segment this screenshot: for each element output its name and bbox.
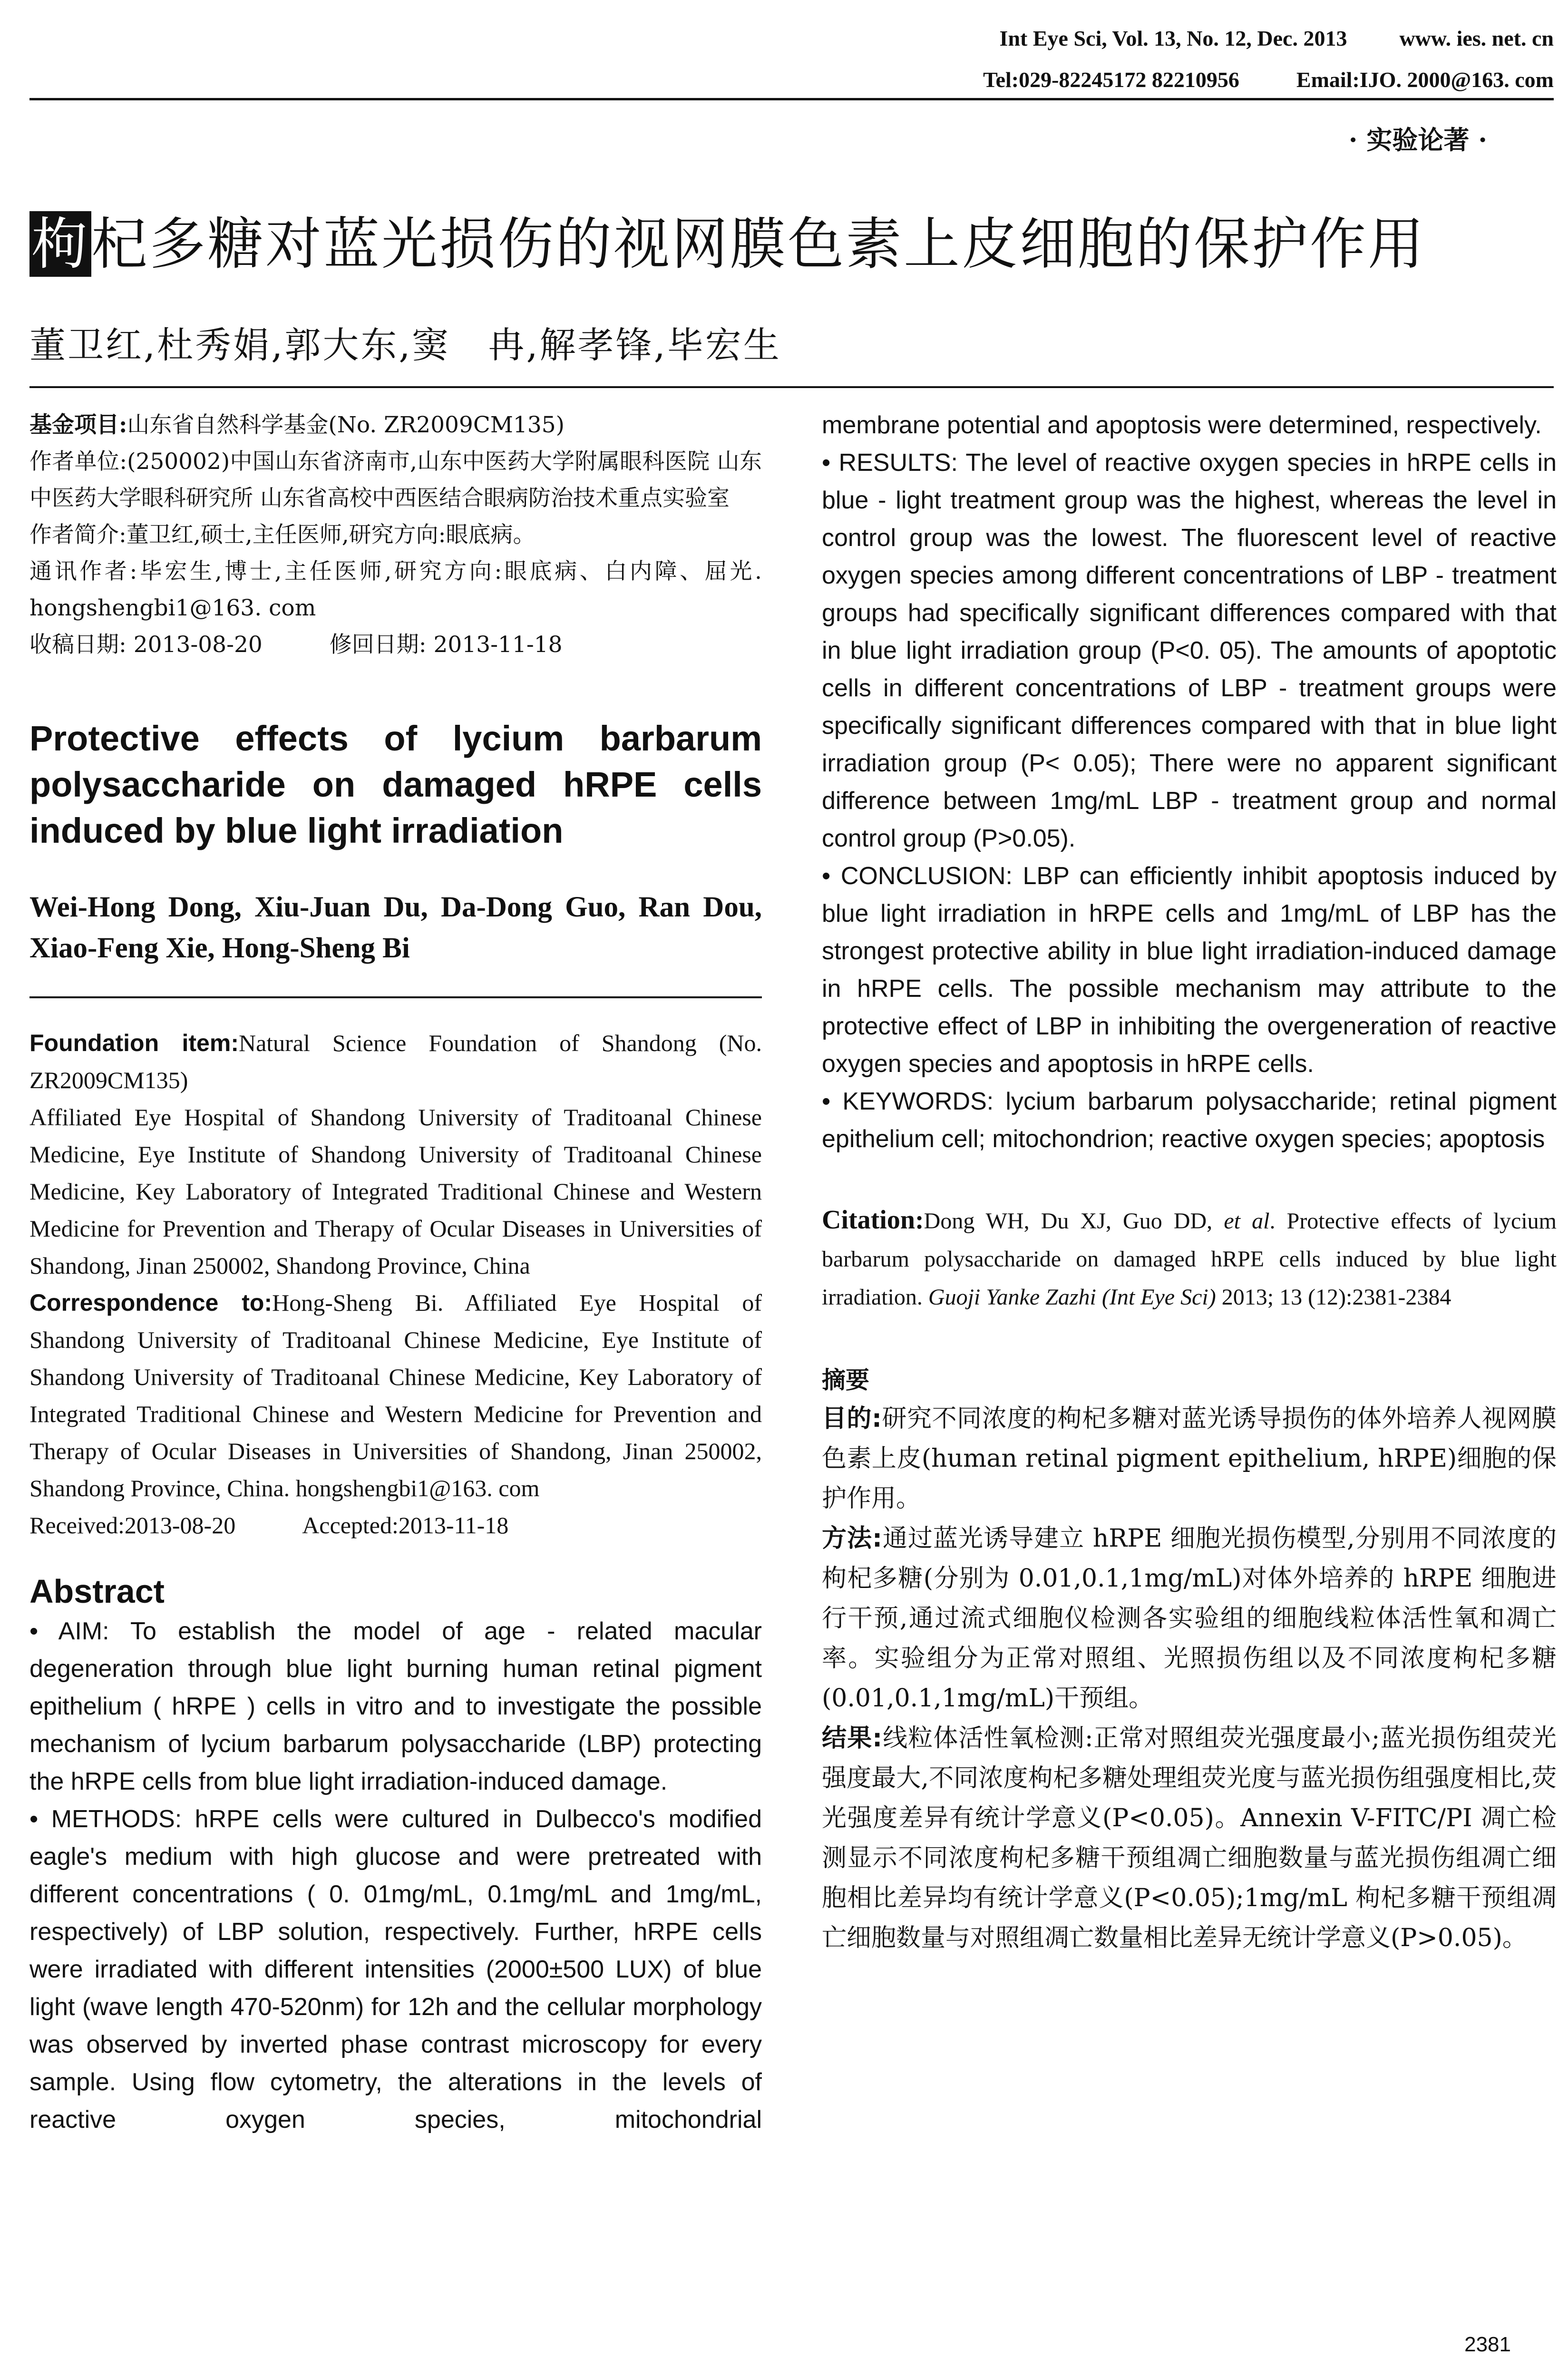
foundation-label: Foundation item: (29, 1030, 239, 1056)
journal-tel: Tel:029-82245172 82210956 (983, 68, 1239, 92)
correspondence-en (29, 1284, 762, 1507)
zhaiyao-heading: 摘要 (822, 1366, 869, 1394)
authors-cn: 董卫红,杜秀娟,郭大东,窦 冉,解孝锋,毕宏生 (29, 324, 781, 366)
citation-volume: 2013; 13 (12):2381-2384 (1216, 1285, 1451, 1310)
accepted-date: Accepted:2013-11-18 (302, 1512, 509, 1539)
section-tag: · 实验论著 · (1348, 125, 1487, 155)
zhaiyao-methods (822, 1519, 1557, 1718)
received-date: Received:2013-08-20 (29, 1512, 236, 1539)
abstract-results: • RESULTS: The level of reactive oxygen species in hRPE cells in blue - light treatment group was the highest, whereas the level in control group was the lowest. The fluorescent level of reactive oxygen species among different concentrations of LBP - treatment groups had specifically significant differences compared with that in blue light irradiation group (P<0. 05). The amounts of apoptotic cells in different concentrations of LBP - treatment groups were specifically significant differences compared with that in blue light irradiation group (P< 0.05); There were no apparent significant difference between 1mg/mL LBP - treatment group and normal control group (P>0.05). (822, 449, 1557, 852)
zhaiyao-aim (822, 1399, 1557, 1519)
abstract-methods-part: • METHODS: hRPE cells were cultured in Dulbecco's modified eagle's medium with high glucose and were pretreated with different concentrations ( 0. 01mg/mL, 0.1mg/mL and 1mg/mL, respectively) of LBP solution, respectively. Further, hRPE cells were irradiated with different intensities (2000±500 LUX) of blue light (wave length 470-520nm) for 12h and the cellular morphology was observed by inverted phase contrast microscopy for every sample. Using flow cytometry, the alterations in the levels of reactive oxygen species, mitochondrial (29, 1805, 762, 2133)
zhaiyao-results-label: 结果: (822, 1724, 883, 1753)
journal-website: www. ies. net. cn (1399, 26, 1554, 50)
article-title-en: Protective effects of lycium barbarum polysaccharide on damaged hRPE cells induced by blue light irradiation (29, 719, 762, 850)
right-column (822, 407, 1557, 1958)
journal-email: Email:IJO. 2000@163. com (1296, 68, 1554, 92)
corr-cn: 通讯作者:毕宏生,博士,主任医师,研究方向:眼底病、白内障、屈光. hongshengbi1@163. com (29, 558, 762, 621)
authors-rule (29, 996, 762, 998)
citation-authors: Dong WH, Du XJ, Guo DD, (924, 1208, 1224, 1234)
citation-journal: Guoji Yanke Zazhi (Int Eye Sci) (928, 1285, 1216, 1310)
correspondence-text: Hong-Sheng Bi. Affiliated Eye Hospital of Shandong University of Traditoanal Chinese Medicine, Eye Institute of Shandong University of Traditoanal Chinese Medicine, Key Laboratory of Integrated Traditional Chinese and Western Medicine for Prevention and Therapy of Ocular Diseases in Universities of Shandong, Jinan 250002, Shandong Province, China. hongshengbi1@163. com (29, 1289, 762, 1501)
foundation-text: Natural Science Foundation of Shandong (No. ZR2009CM135) (29, 1030, 762, 1093)
citation-title: . Protective effects of lycium barbarum polysaccharide on damaged hRPE cells induced by blue light irradiation. (822, 1208, 1557, 1310)
received-accepted (29, 1507, 762, 1544)
journal-citation: Int Eye Sci, Vol. 13, No. 12, Dec. 2013 (999, 26, 1347, 50)
citation-label: Citation: (822, 1205, 924, 1235)
header-rule (29, 98, 1554, 100)
dates-cn: 收稿日期: 2013-08-20 修回日期: 2013-11-18 (29, 632, 563, 658)
abstract-methods-continued: membrane potential and apoptosis were determined, respectively. (822, 411, 1542, 439)
abstract-aim: • AIM: To establish the model of age - related macular degeneration through blue light burning human retinal pigment epithelium ( hRPE ) cells in vitro and to investigate the possible mechanism of lycium barbarum polysaccharide (LBP) protecting the hRPE cells from blue light irradiation-induced damage. (29, 1617, 762, 1795)
title-rule (29, 386, 1554, 388)
affiliation-en: Affiliated Eye Hospital of Shandong University of Traditoanal Chinese Medicine, Eye Institute of Shandong University of Traditoanal Chinese Medicine, Key Laboratory of Integrated Traditional Chinese and Western Medicine for Prevention and Therapy of Ocular Diseases in Universities of Shandong, Jinan 250002, Shandong Province, China (29, 1104, 762, 1279)
abstract-conclusion: • CONCLUSION: LBP can efficiently inhibit apoptosis induced by blue light irradiation in hRPE cells and 1mg/mL of LBP has the strongest protective ability in blue light irradiation-induced damage in hRPE cells. The possible mechanism may attribute to the protective effect of LBP in inhibiting the overgeneration of reactive oxygen species and apoptosis in hRPE cells. (822, 862, 1557, 1078)
fund-text-cn: 山东省自然科学基金(No. ZR2009CM135) (127, 412, 565, 438)
zhaiyao-methods-text: 通过蓝光诱导建立 hRPE 细胞光损伤模型,分别用不同浓度的枸杞多糖(分别为 0.01,0.1,1mg/mL)对体外培养的 hRPE 细胞进行干预,通过流式细胞仪检测各实验组的细胞线粒体活性氧和凋亡率。实验组分为正常对照组、光照损伤组以及不同浓度枸杞多糖(0.01,0.1,1mg/mL)干预组。 (822, 1524, 1557, 1713)
title-highlighted-char: 枸 (29, 211, 91, 277)
intro-cn: 作者简介:董卫红,硕士,主任医师,研究方向:眼底病。 (29, 522, 536, 548)
fund-cn (29, 407, 762, 443)
title-rest: 杞多糖对蓝光损伤的视网膜色素上皮细胞的保护作用 (91, 211, 1426, 277)
citation (822, 1201, 1557, 1316)
abstract-heading: Abstract (29, 1573, 165, 1610)
citation-etal: et al (1224, 1208, 1270, 1234)
correspondence-label: Correspondence to: (29, 1289, 273, 1316)
metadata-cn (29, 407, 762, 663)
journal-header-line-1 (1000, 28, 1554, 49)
foundation-en (29, 1024, 762, 1099)
journal-header-line-2 (983, 69, 1554, 91)
fund-label-cn: 基金项目: (29, 412, 127, 438)
zhaiyao-aim-label: 目的: (822, 1404, 882, 1433)
zhaiyao-results-text: 线粒体活性氧检测:正常对照组荧光强度最小;蓝光损伤组荧光强度最大,不同浓度枸杞多糖处理组荧光度与蓝光损伤组强度相比,荧光强度差异有统计学意义(P<0.05)。Annexin V-FITC/PI 凋亡检测显示不同浓度枸杞多糖干预组凋亡细胞数量与蓝光损伤组凋亡细胞相比差异均有统计学意义(P<0.05);1mg/mL 枸杞多糖干预组凋亡细胞数量与对照组凋亡数量相比差异无统计学意义(P>0.05)。 (822, 1724, 1557, 1952)
article-title-cn (29, 199, 1426, 280)
zhaiyao-results (822, 1718, 1557, 1958)
page-number: 2381 (1464, 2333, 1511, 2356)
left-column (29, 407, 762, 2139)
abstract-keywords: • KEYWORDS: lycium barbarum polysaccharide; retinal pigment epithelium cell; mitochondrion; reactive oxygen species; apoptosis (822, 1088, 1557, 1153)
zhaiyao-aim-text: 研究不同浓度的枸杞多糖对蓝光诱导损伤的体外培养人视网膜色素上皮(human retinal pigment epithelium, hRPE)细胞的保护作用。 (822, 1404, 1557, 1513)
authors-en: Wei-Hong Dong, Xiu-Juan Du, Da-Dong Guo, Ran Dou, Xiao-Feng Xie, Hong-Sheng Bi (29, 891, 762, 964)
zhaiyao-methods-label: 方法: (822, 1524, 882, 1553)
unit-cn: 作者单位:(250002)中国山东省济南市,山东中医药大学附属眼科医院 山东中医药大学眼科研究所 山东省高校中西医结合眼病防治技术重点实验室 (29, 448, 762, 511)
